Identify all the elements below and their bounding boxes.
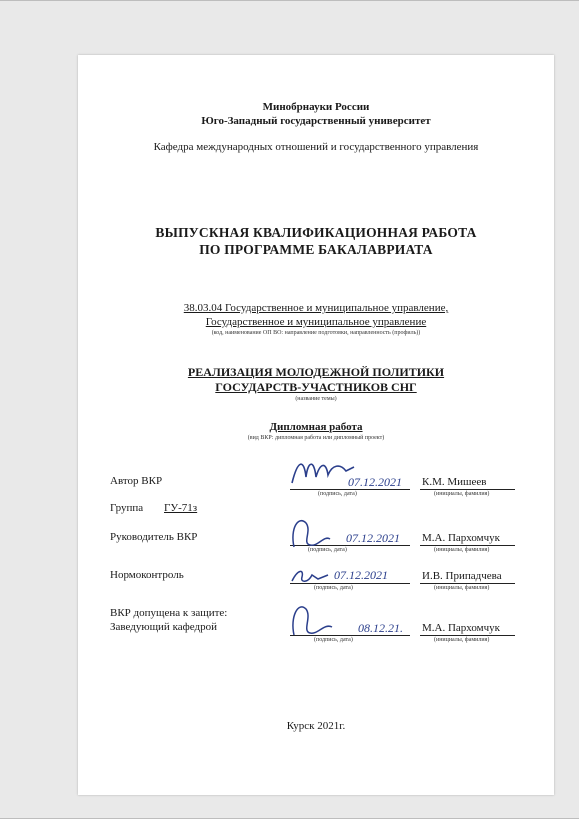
admission-label: ВКР допущена к защите: (110, 607, 228, 619)
normcontrol-signature-caption: (подпись, дата) (314, 585, 353, 591)
normcontrol-signature-date: 07.12.2021 (334, 568, 388, 582)
supervisor-name-caption: (инициалы, фамилия) (434, 547, 490, 553)
admission-name: М.А. Пархомчук (422, 622, 501, 634)
title-page (78, 55, 554, 795)
author-name: К.М. Мишеев (422, 476, 487, 488)
scan-edge-top (0, 0, 579, 1)
normcontrol-name-caption: (инициалы, фамилия) (434, 585, 490, 591)
author-name-caption: (инициалы, фамилия) (434, 491, 490, 497)
work-title-line-1: ВЫПУСКНАЯ КВАЛИФИКАЦИОННАЯ РАБОТА (155, 225, 477, 240)
normcontrol-label: Нормоконтроль (110, 569, 184, 581)
author-label: Автор ВКР (110, 475, 163, 487)
direction-caption: (код, наименование ОП ВО: направление подготовки, направленность (профиль)) (211, 330, 421, 336)
city-year: Курск 2021г. (286, 720, 346, 732)
university-name: Юго-Западный государственный университет (201, 115, 431, 127)
topic-caption: (название темы) (295, 396, 337, 402)
author-name-line (420, 489, 515, 490)
supervisor-label: Руководитель ВКР (110, 531, 198, 543)
group-label: Группа (110, 502, 144, 514)
supervisor-name: М.А. Пархомчук (422, 532, 501, 544)
admission-signature-date: 08.12.21. (358, 621, 403, 635)
admission-name-caption: (инициалы, фамилия) (434, 637, 490, 643)
admission-name-line (420, 635, 515, 636)
supervisor-signature-date: 07.12.2021 (346, 531, 400, 545)
direction-line-1: 38.03.04 Государственное и муниципальное управление, (183, 302, 449, 314)
work-type: Дипломная работа (269, 421, 363, 433)
topic-line-1: РЕАЛИЗАЦИЯ МОЛОДЕЖНОЙ ПОЛИТИКИ (187, 365, 445, 379)
normcontrol-name: И.В. Припадчева (422, 570, 502, 582)
work-title-line-2: ПО ПРОГРАММЕ БАКАЛАВРИАТА (199, 242, 433, 257)
ministry-name: Минобрнауки России (262, 101, 370, 113)
work-type-caption: (вид ВКР: дипломная работа или дипломный проект) (247, 435, 385, 441)
head-of-department-label: Заведующий кафедрой (110, 621, 217, 633)
topic-line-2: ГОСУДАРСТВ-УЧАСТНИКОВ СНГ (215, 380, 417, 394)
author-signature-caption: (подпись, дата) (318, 491, 357, 497)
supervisor-signature-caption: (подпись, дата) (308, 547, 347, 553)
supervisor-name-line (420, 545, 515, 546)
department-name: Кафедра международных отношений и государственного управления (153, 141, 479, 153)
normcontrol-name-line (420, 583, 515, 584)
author-signature-date: 07.12.2021 (348, 475, 402, 489)
admission-signature (284, 595, 344, 641)
admission-signature-caption: (подпись, дата) (314, 637, 353, 643)
direction-line-2: Государственное и муниципальное управление (205, 316, 427, 328)
group-value: ГУ-71з (164, 502, 198, 514)
